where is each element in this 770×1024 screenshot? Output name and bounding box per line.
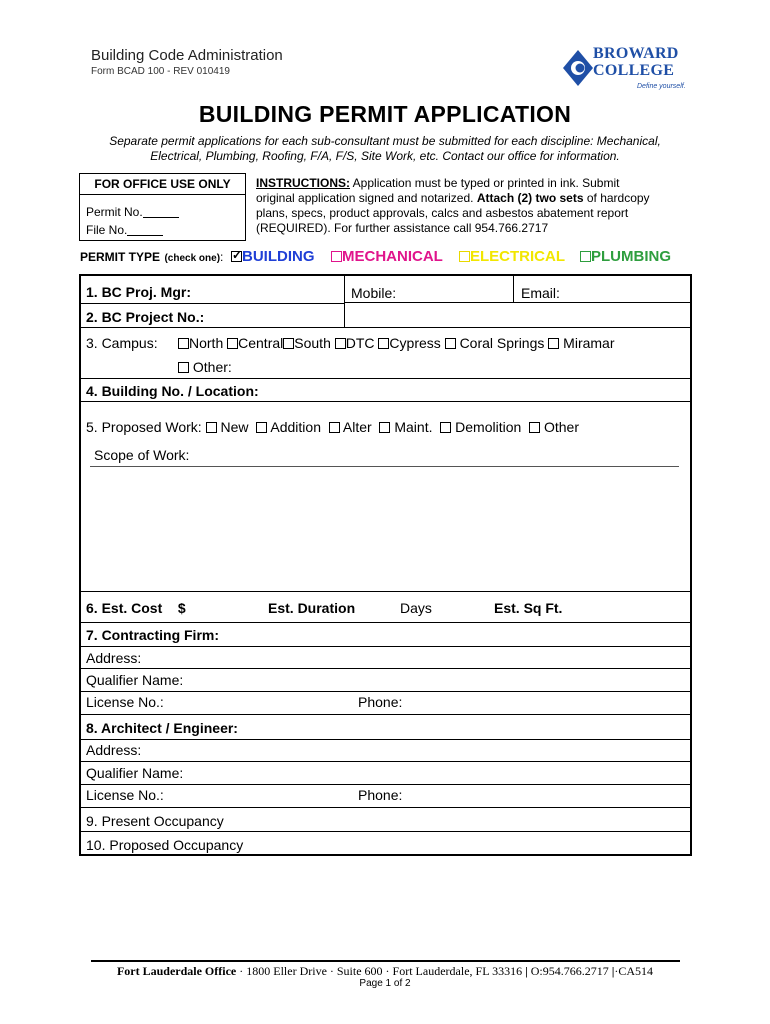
- project-no-label: 2. BC Project No.:: [86, 309, 205, 325]
- days-label: Days: [400, 600, 432, 616]
- campus-south-label: South: [294, 335, 331, 351]
- campus-coral-springs-checkbox[interactable]: [445, 338, 456, 349]
- work-new-label: New: [220, 419, 249, 435]
- footer-phone: O:954.766.2717: [527, 964, 612, 978]
- office-use-heading: FOR OFFICE USE ONLY: [94, 177, 231, 191]
- instructions-line-1: Application must be typed or printed in ink. Submit: [350, 176, 620, 190]
- campus-south-checkbox[interactable]: [283, 338, 294, 349]
- page-number: Page 1 of 2: [359, 978, 411, 989]
- architect-address-label: Address:: [86, 742, 142, 758]
- scope-of-work-label: Scope of Work:: [94, 447, 190, 463]
- campus-cypress-checkbox[interactable]: [378, 338, 389, 349]
- electrical-label: ELECTRICAL: [470, 248, 565, 265]
- logo-tagline: Define yourself.: [637, 83, 686, 90]
- dollar-sign: $: [177, 600, 186, 616]
- intro-line-2: Electrical, Plumbing, Roofing, F/A, F/S, Site Work, etc. Contact our office for information.: [150, 149, 620, 163]
- mechanical-checkbox[interactable]: [331, 251, 342, 262]
- page-title: BUILDING PERMIT APPLICATION: [198, 101, 572, 127]
- work-addition-checkbox[interactable]: [256, 422, 267, 433]
- work-demolition-checkbox[interactable]: [440, 422, 451, 433]
- electrical-checkbox[interactable]: [459, 251, 470, 262]
- instructions-heading: INSTRUCTIONS:: [256, 176, 350, 190]
- permit-type-label: PERMIT TYPE: [80, 250, 161, 264]
- email-label: Email:: [521, 285, 560, 301]
- instructions-block: [256, 176, 650, 236]
- proposed-occupancy-label: 10. Proposed Occupancy: [86, 837, 244, 853]
- work-alter-checkbox[interactable]: [329, 422, 340, 433]
- permit-option-mechanical[interactable]: [331, 248, 443, 265]
- instructions-line-2a: original application signed and notarized.: [256, 191, 477, 205]
- file-no-field[interactable]: [127, 223, 163, 236]
- work-new-checkbox[interactable]: [206, 422, 217, 433]
- broward-college-logo: [563, 44, 688, 94]
- campus-coral-springs-label: Coral Springs: [459, 335, 545, 351]
- est-duration-label: Est. Duration: [268, 600, 356, 616]
- campus-north-label: North: [189, 335, 224, 351]
- work-other-checkbox[interactable]: [529, 422, 540, 433]
- work-demolition-label: Demolition: [455, 419, 522, 435]
- contractor-address-label: Address:: [86, 650, 142, 666]
- work-addition-label: Addition: [270, 419, 321, 435]
- campus-options: [178, 335, 615, 351]
- form-id: Form BCAD 100 - REV 010419: [91, 66, 230, 77]
- campus-cypress-label: Cypress: [389, 335, 441, 351]
- footer-street: · 1800 Eller Drive · Suite 600 · Fort Lauderdale, FL 33316: [236, 964, 526, 978]
- permit-option-electrical[interactable]: [459, 248, 565, 265]
- instructions-line-4: (REQUIRED). For further assistance call 954.766.2717: [256, 221, 549, 235]
- architect-phone-label: Phone:: [358, 787, 403, 803]
- permit-option-plumbing[interactable]: [580, 248, 671, 265]
- permit-type-hint: (check one): [164, 253, 221, 264]
- campus-dtc-checkbox[interactable]: [335, 338, 346, 349]
- work-alter-label: Alter: [342, 419, 372, 435]
- intro-line-1: Separate permit applications for each sub-consultant must be submitted for each discipline: Mechanical,: [109, 134, 661, 148]
- org-name: Building Code Administration: [91, 47, 283, 64]
- est-cost-text: 6. Est. Cost: [86, 600, 163, 616]
- instructions-attach: Attach (2) two sets: [476, 191, 584, 205]
- campus-central-checkbox[interactable]: [227, 338, 238, 349]
- building-location-label: 4. Building No. / Location:: [86, 383, 259, 399]
- mobile-label: Mobile:: [351, 285, 397, 301]
- proposed-work-label: [86, 419, 579, 435]
- instructions-line-2c: of hardcopy: [583, 191, 650, 205]
- campus-other-label: Other:: [192, 359, 232, 375]
- present-occupancy-label: 9. Present Occupancy: [86, 813, 224, 829]
- permit-option-building[interactable]: [231, 248, 315, 265]
- building-label: BUILDING: [242, 248, 315, 265]
- permit-no-field[interactable]: [143, 205, 179, 218]
- footer-code: ·CA514: [614, 964, 654, 978]
- logo-line2: COLLEGE: [593, 62, 675, 79]
- proj-mgr-label: 1. BC Proj. Mgr:: [86, 284, 192, 300]
- est-cost-label: [86, 600, 186, 616]
- contractor-qualifier-label: Qualifier Name:: [86, 672, 184, 688]
- architect-license-label: License No.:: [86, 787, 164, 803]
- logo-line1: BROWARD: [593, 45, 679, 62]
- permit-no-label: Permit No.: [86, 205, 179, 219]
- mechanical-label: MECHANICAL: [342, 248, 443, 265]
- campus-other: [178, 359, 232, 375]
- footer-office: Fort Lauderdale Office: [116, 964, 237, 978]
- work-maint-label: Maint.: [394, 419, 433, 435]
- campus-north-checkbox[interactable]: [178, 338, 189, 349]
- architect-qualifier-label: Qualifier Name:: [86, 765, 184, 781]
- contractor-license-label: License No.:: [86, 694, 164, 710]
- work-maint-checkbox[interactable]: [379, 422, 390, 433]
- footer-sep-2: |: [611, 964, 615, 978]
- campus-dtc-label: DTC: [345, 335, 375, 351]
- footer-address: [0, 964, 770, 979]
- architect-engineer-label: 8. Architect / Engineer:: [86, 720, 238, 736]
- logo-mark-icon: [563, 50, 593, 86]
- campus-miramar-label: Miramar: [563, 335, 615, 351]
- plumbing-checkbox[interactable]: [580, 251, 591, 262]
- scope-of-work-area[interactable]: [90, 468, 679, 588]
- contracting-firm-label: 7. Contracting Firm:: [86, 627, 220, 643]
- footer-sep-1: |: [525, 964, 528, 978]
- permit-type-row: [80, 248, 223, 266]
- est-sqft-label: Est. Sq Ft.: [494, 600, 563, 616]
- proposed-work-title: 5. Proposed Work:: [86, 419, 202, 435]
- contractor-phone-label: Phone:: [358, 694, 403, 710]
- campus-central-label: Central: [238, 335, 284, 351]
- building-checkbox[interactable]: [231, 251, 242, 262]
- permit-type-colon: :: [220, 250, 224, 264]
- work-other-label: Other: [543, 419, 579, 435]
- instructions-line-3: plans, specs, product approvals, calcs and asbestos abatement report: [256, 206, 629, 220]
- plumbing-label: PLUMBING: [591, 248, 671, 265]
- campus-label: 3. Campus:: [86, 335, 158, 351]
- campus-miramar-checkbox[interactable]: [548, 338, 559, 349]
- file-no-label: File No.: [86, 223, 163, 237]
- campus-other-checkbox[interactable]: [178, 362, 189, 373]
